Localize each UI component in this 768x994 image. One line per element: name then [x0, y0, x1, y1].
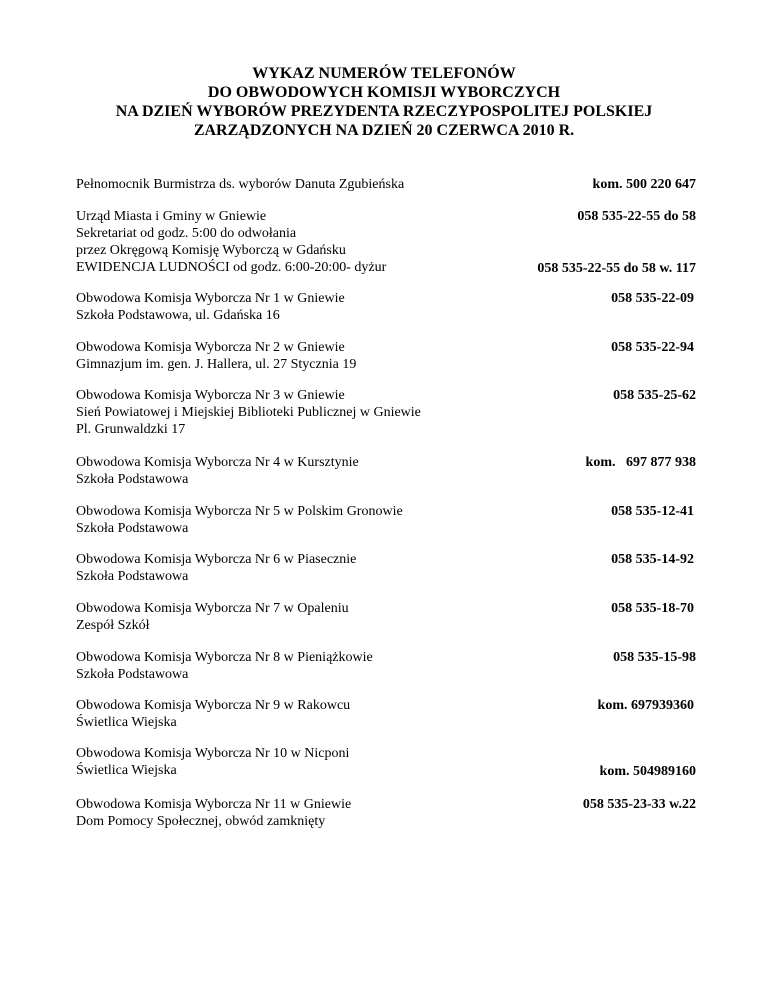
- entry-line: Obwodowa Komisja Wyborcza Nr 9 w Rakowcu: [76, 698, 351, 713]
- entry-line: Świetlica Wiejska: [76, 715, 177, 730]
- entry-line: Szkoła Podstawowa: [76, 667, 189, 682]
- phone-number: kom. 697 877 938: [585, 455, 696, 470]
- entry-line: Obwodowa Komisja Wyborcza Nr 8 w Pieniążkowie: [76, 650, 373, 665]
- document-title: [0, 64, 768, 140]
- phone-number: 058 535-12-41: [611, 504, 694, 519]
- entry-description: [76, 454, 496, 488]
- entry-line: EWIDENCJA LUDNOŚCI od godz. 6:00-20:00- dyżur: [76, 260, 387, 275]
- entry-line: Obwodowa Komisja Wyborcza Nr 7 w Opaleniu: [76, 601, 349, 616]
- entry-line: Obwodowa Komisja Wyborcza Nr 2 w Gniewie: [76, 340, 345, 355]
- entry-description: [76, 600, 496, 634]
- phone-number: 058 535-22-94: [611, 340, 694, 355]
- phone-number: 058 535-25-62: [613, 388, 696, 403]
- entry-line: Sień Powiatowej i Miejskiej Biblioteki Publicznej w Gniewie: [76, 405, 421, 420]
- phone-number: kom. 504989160: [599, 764, 696, 779]
- entry-line: Dom Pomocy Społecznej, obwód zamknięty: [76, 814, 326, 829]
- entry-description: [76, 745, 496, 779]
- entry-line: Obwodowa Komisja Wyborcza Nr 6 w Piasecznie: [76, 552, 357, 567]
- entry-line: Pełnomocnik Burmistrza ds. wyborów Danuta Zgubieńska: [76, 177, 405, 192]
- entry-line: Sekretariat od godz. 5:00 do odwołania: [76, 226, 297, 241]
- entry-line: Szkoła Podstawowa, ul. Gdańska 16: [76, 308, 280, 323]
- phone-number-ewidencja: 058 535-22-55 do 58 w. 117: [537, 261, 696, 276]
- entry-description: [76, 208, 496, 276]
- title-line: WYKAZ NUMERÓW TELEFONÓW: [252, 65, 516, 82]
- entry-line: Obwodowa Komisja Wyborcza Nr 4 w Kursztynie: [76, 455, 359, 470]
- entry-line: Szkoła Podstawowa: [76, 569, 189, 584]
- entry-line: Pl. Grunwaldzki 17: [76, 422, 186, 437]
- entry-description: [76, 503, 496, 537]
- entry-line: Świetlica Wiejska: [76, 763, 177, 778]
- entry-line: Obwodowa Komisja Wyborcza Nr 1 w Gniewie: [76, 291, 345, 306]
- entry-description: [76, 176, 496, 193]
- entry-line: Obwodowa Komisja Wyborcza Nr 3 w Gniewie: [76, 388, 345, 403]
- phone-number: kom. 697939360: [597, 698, 694, 713]
- entry-line: przez Okręgową Komisję Wyborczą w Gdańsku: [76, 243, 346, 258]
- title-line: ZARZĄDZONYCH NA DZIEŃ 20 CZERWCA 2010 R.: [193, 122, 575, 139]
- title-line: DO OBWODOWYCH KOMISJI WYBORCZYCH: [207, 84, 561, 101]
- entry-line: Obwodowa Komisja Wyborcza Nr 11 w Gniewie: [76, 797, 352, 812]
- entry-line: Obwodowa Komisja Wyborcza Nr 10 w Nicponi: [76, 746, 350, 761]
- entry-line: Gimnazjum im. gen. J. Hallera, ul. 27 Stycznia 19: [76, 357, 357, 372]
- phone-number: 058 535-22-55 do 58: [577, 209, 696, 224]
- phone-number: 058 535-23-33 w.22: [582, 797, 696, 812]
- entry-description: [76, 387, 496, 438]
- entry-description: [76, 339, 496, 373]
- entry-line: Szkoła Podstawowa: [76, 521, 189, 536]
- phone-number: 058 535-22-09: [611, 291, 694, 306]
- phone-number: 058 535-15-98: [613, 650, 696, 665]
- entry-line: Zespół Szkół: [76, 618, 150, 633]
- entry-line: Obwodowa Komisja Wyborcza Nr 5 w Polskim Gronowie: [76, 504, 403, 519]
- entry-line: Szkoła Podstawowa: [76, 472, 189, 487]
- entry-description: [76, 290, 496, 324]
- entry-description: [76, 697, 496, 731]
- entry-description: [76, 649, 496, 683]
- title-line: NA DZIEŃ WYBORÓW PREZYDENTA RZECZYPOSPOLITEJ POLSKIEJ: [115, 103, 653, 120]
- entry-description: [76, 796, 496, 830]
- phone-number: 058 535-14-92: [611, 552, 694, 567]
- entry-description: [76, 551, 496, 585]
- phone-number: kom. 500 220 647: [592, 177, 696, 192]
- entry-line: Urząd Miasta i Gminy w Gniewie: [76, 209, 267, 224]
- phone-number: 058 535-18-70: [611, 601, 694, 616]
